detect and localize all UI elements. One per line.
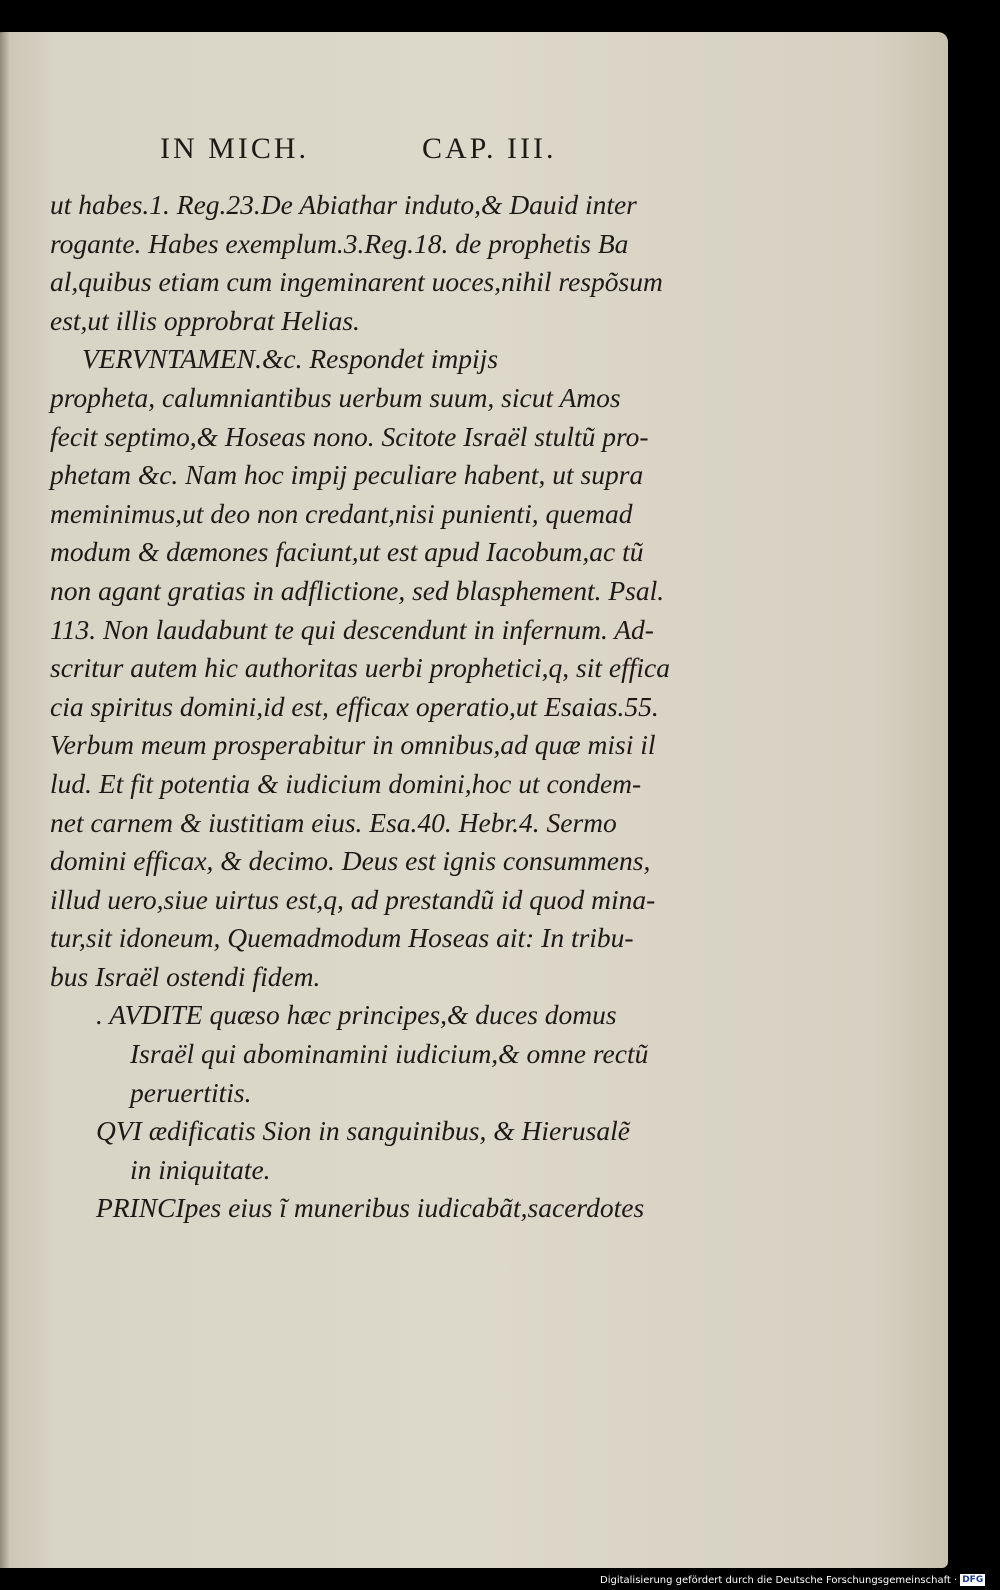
dfg-logo: DFG	[962, 1575, 984, 1585]
running-head-left: IN MICH.	[160, 132, 309, 165]
text-line: Verbum meum prosperabitur in omnibus,ad quæ misi il	[50, 729, 656, 761]
verse-line: in iniquitate.	[130, 1153, 271, 1185]
page-body-text	[50, 186, 710, 1228]
text-line: lud. Et fit potentia & iudicium domini,hoc ut condem-	[50, 767, 642, 799]
text-line: fecit septimo,& Hoseas nono. Scitote Israël stultũ pro-	[50, 420, 649, 452]
digitization-credit	[600, 1572, 1000, 1590]
text-line: non agant gratias in adflictione, sed blasphement. Psal.	[50, 574, 665, 606]
page-gutter-shadow	[0, 32, 10, 1568]
text-line: VERVNTAMEN.&c. Respondet impijs	[82, 343, 499, 375]
text-line: modum & dæmones faciunt,ut est apud Iacobum,ac tũ	[50, 536, 644, 568]
text-line: al,quibus etiam cum ingeminarent uoces,nihil respõsum	[50, 266, 663, 298]
text-line: 113. Non laudabunt te qui descendunt in infernum. Ad-	[50, 613, 654, 645]
text-line: ut habes.1. Reg.23.De Abiathar induto,& Dauid inter	[50, 189, 637, 220]
text-line: cia spiritus domini,id est, efficax operatio,ut Esaias.55.	[50, 690, 659, 722]
verse-line: Israël qui abominamini iudicium,& omne rectũ	[130, 1038, 649, 1070]
verse-line: QVI ædificatis Sion in sanguinibus, & Hierusalẽ	[96, 1115, 630, 1147]
text-line: bus Israël ostendi fidem.	[50, 960, 321, 992]
text-line: est,ut illis opprobrat Helias.	[50, 304, 360, 336]
text-line: meminimus,ut deo non credant,nisi punienti, quemad	[50, 497, 633, 529]
verse-line: peruertitis.	[130, 1076, 252, 1108]
verse-line: PRINCIpes eius ĩ muneribus iudicabãt,sacerdotes	[96, 1192, 645, 1224]
credit-text: Digitalisierung gefördert durch die Deutsche Forschungsgemeinschaft ·	[600, 1575, 958, 1586]
text-line: phetam &c. Nam hoc impij peculiare habent, ut supra	[50, 459, 644, 491]
running-head	[160, 132, 630, 172]
text-line: illud uero,siue uirtus est,q, ad prestandũ id quod mina-	[50, 883, 656, 915]
text-line: scritur autem hic authoritas uerbi prophetici,q, sit effica	[50, 652, 670, 684]
text-line: rogante. Habes exemplum.3.Reg.18. de prophetis Ba	[50, 227, 629, 259]
text-line: domini efficax, & decimo. Deus est ignis consummens,	[50, 845, 651, 877]
text-line: tur,sit idoneum, Quemadmodum Hoseas ait: In tribu-	[50, 922, 634, 954]
text-line: net carnem & iustitiam eius. Esa.40. Hebr.4. Sermo	[50, 806, 617, 838]
text-line: propheta, calumniantibus uerbum suum, sicut Amos	[50, 381, 621, 413]
verse-line: . AVDITE quæso hæc principes,& duces domus	[96, 999, 617, 1031]
running-head-right: CAP. III.	[422, 132, 557, 165]
